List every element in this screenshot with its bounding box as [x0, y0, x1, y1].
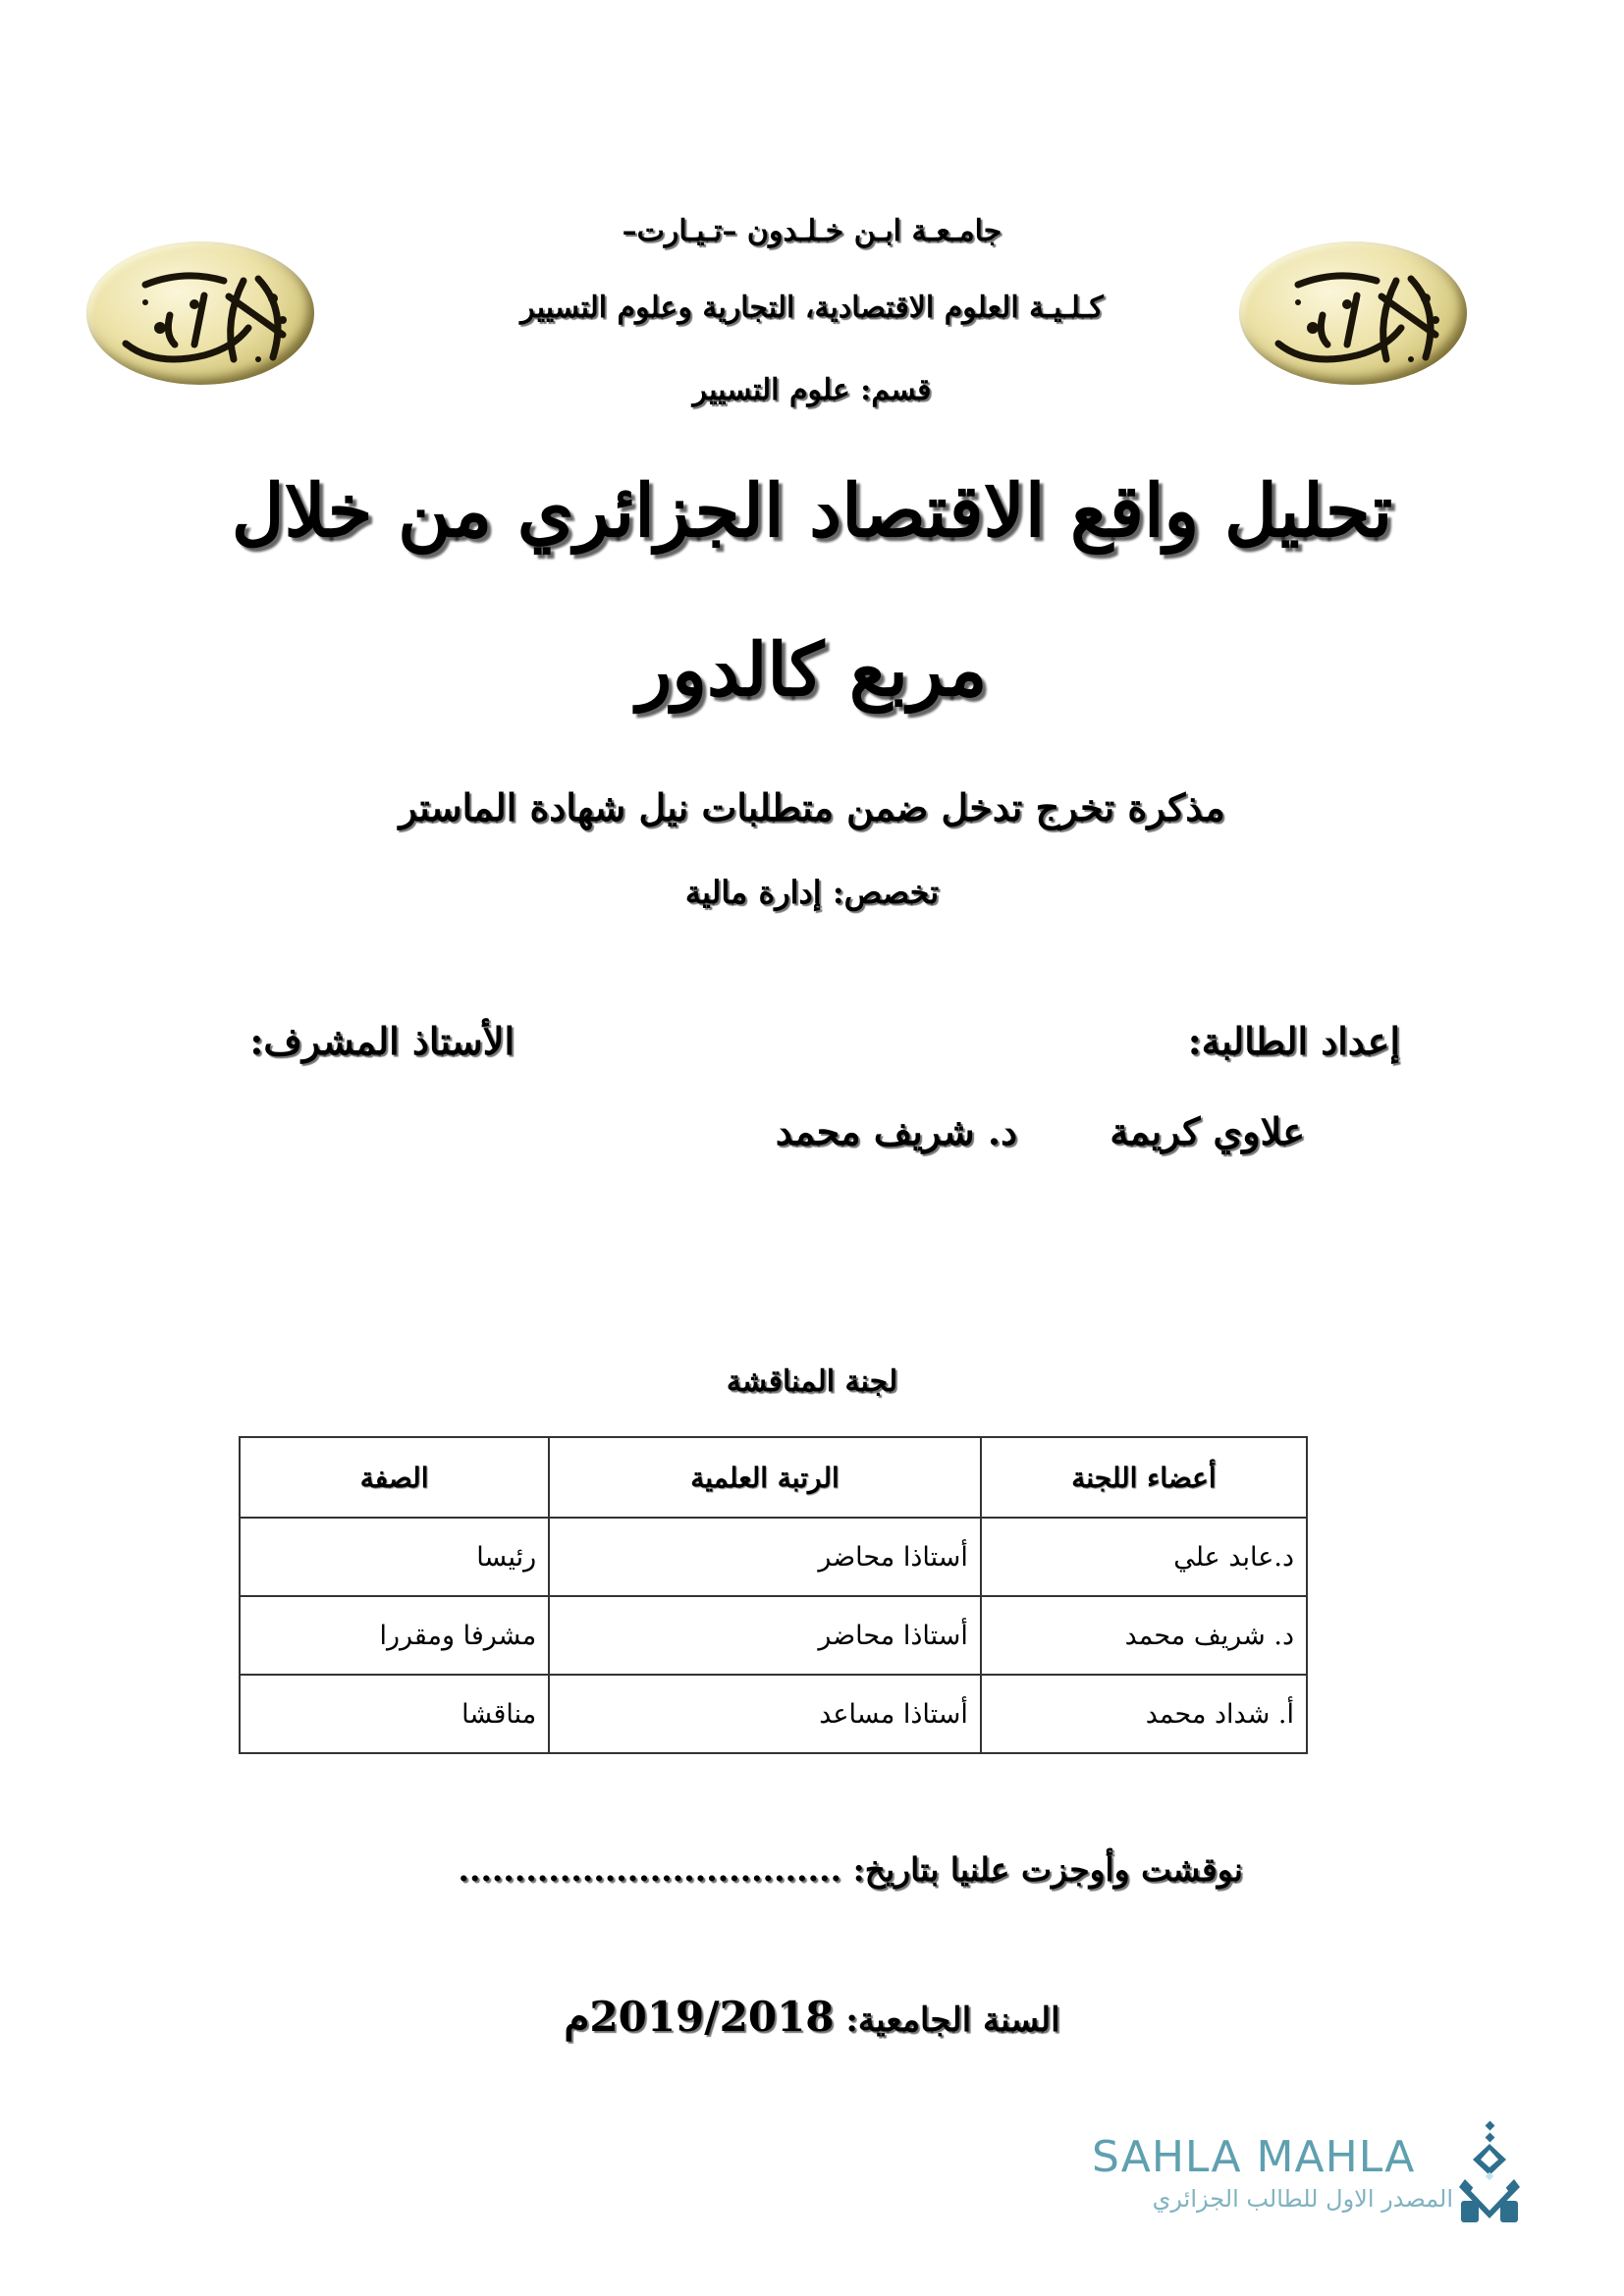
faculty-name: كـلـيـة العلوم الاقتصادية، التجارية وعلوم التسيير	[520, 291, 1104, 325]
rank-cell: أستاذا مساعد	[549, 1675, 981, 1753]
rank-cell: أستاذا محاضر	[549, 1518, 981, 1596]
table-header-row	[240, 1437, 1307, 1518]
watermark-name: SAHLA MAHLA	[1092, 2132, 1416, 2182]
watermark-tagline: المصدر الاول للطالب الجزائري	[1152, 2185, 1453, 2213]
academic-year-label: السنة الجامعية:	[845, 2001, 1060, 2040]
table-row	[240, 1596, 1307, 1675]
rank-cell: أستاذا محاضر	[549, 1596, 981, 1675]
student-name: علاوي كريمة	[1110, 1109, 1305, 1153]
table-row	[240, 1675, 1307, 1753]
table-row	[240, 1518, 1307, 1596]
supervisor-label: الأستاذ المشرف:	[249, 1019, 514, 1063]
header-member: أعضاء اللجنة	[981, 1437, 1307, 1518]
academic-year	[0, 1993, 1624, 2041]
member-cell: د.عابد علي	[981, 1518, 1307, 1596]
committee-title: لجنة المناقشة	[726, 1364, 898, 1399]
university-name: جامـعـة ابـن خـلـدون –تـيـارت–	[622, 214, 1002, 248]
sahla-mahla-logo-icon	[1455, 2120, 1524, 2228]
header-role: الصفة	[240, 1437, 549, 1518]
committee-table	[239, 1436, 1308, 1754]
academic-year-value: 2019/2018م	[564, 1993, 835, 2041]
thesis-title-line-1: تحليل واقع الاقتصاد الجزائري من خلال	[231, 469, 1393, 554]
student-label: إعداد الطالبة:	[1187, 1019, 1400, 1063]
thesis-subtitle: مذكرة تخرج تدخل ضمن متطلبات نيل شهادة الماستر	[399, 785, 1225, 829]
department-name: قسم: علوم التسيير	[692, 373, 932, 407]
defense-date: نوقشت وأوجزت علنيا بتاريخ: ..................................	[458, 1850, 1243, 1889]
specialization: تخصص: إدارة مالية	[684, 874, 940, 911]
member-cell: د. شريف محمد	[981, 1596, 1307, 1675]
member-cell: أ. شداد محمد	[981, 1675, 1307, 1753]
role-cell: مناقشا	[240, 1675, 549, 1753]
sahla-mahla-watermark	[1092, 2120, 1524, 2228]
thesis-title-line-2: مربع كالدور	[636, 628, 988, 713]
header-rank: الرتبة العلمية	[549, 1437, 981, 1518]
supervisor-name: د. شريف محمد	[775, 1109, 1017, 1153]
role-cell: مشرفا ومقررا	[240, 1596, 549, 1675]
role-cell: رئيسا	[240, 1518, 549, 1596]
